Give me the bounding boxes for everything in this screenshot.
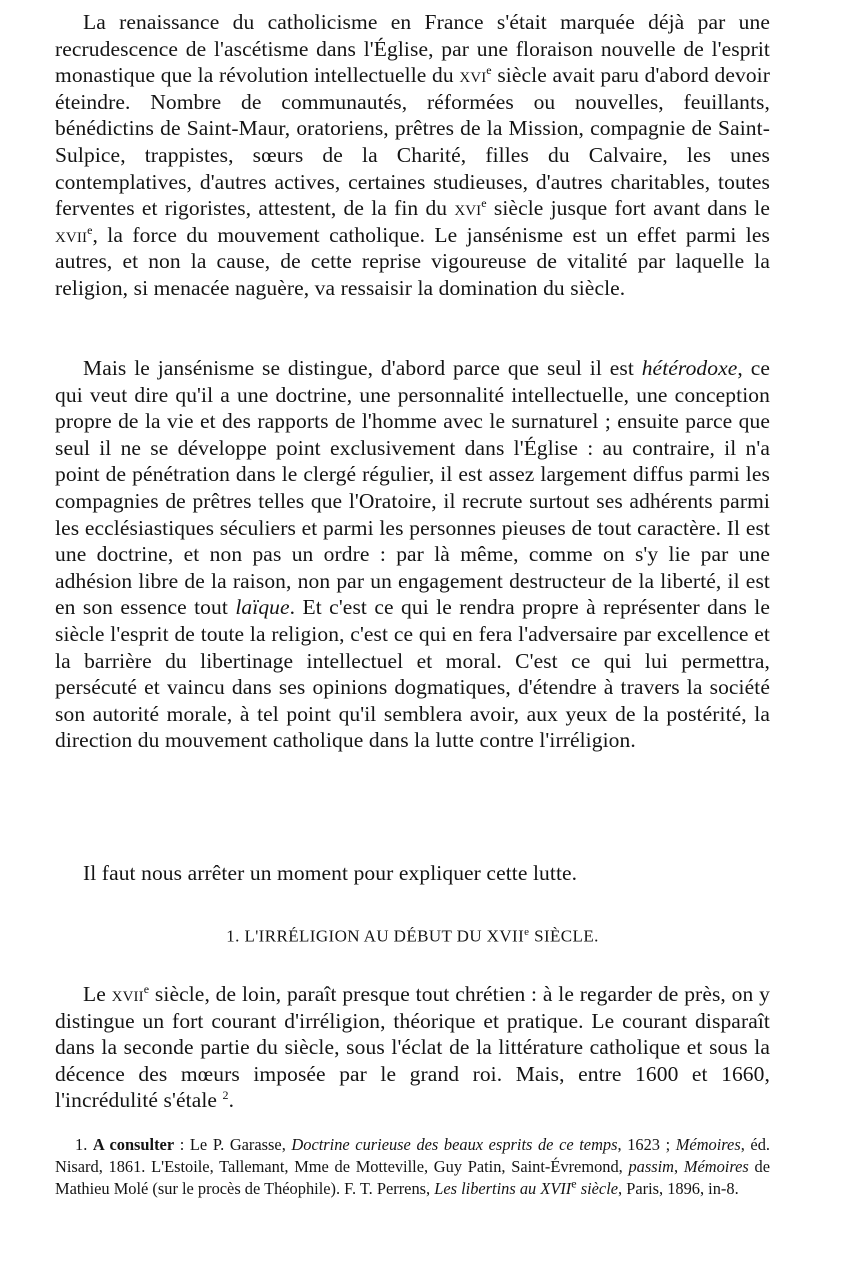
footnote-label: A consulter bbox=[92, 1135, 175, 1154]
p4-text-2: siècle, de loin, paraît presque tout chrétien : à le regarder de près, on y distingue un fort courant d'irréligion, théorique et pratique. Le courant disparaît dans la seconde partie du siècle, sous l'éclat de la littérature catholique et sous la décence des mœurs imposée par le grand roi. Mais, entre 1600 et 1660, l'incrédulité s'étale bbox=[55, 982, 770, 1113]
century-roman: xvi bbox=[454, 196, 482, 221]
p3-text: Il faut nous arrêter un moment pour expliquer cette lutte. bbox=[83, 861, 578, 885]
p2-italic-2: laïque bbox=[235, 595, 290, 620]
p1-text-2: siècle avait paru d'abord devoir éteindre. Nombre de communautés, réformées ou nouvelles, feuillants, bénédictins de Saint-Maur, oratoriens, prêtres de la Mission, compagnie de Saint-Sulpice, trappistes, sœurs de la Charité, filles du Calvaire, les unes contemplatives, d'autres actives, certaines studieuses, d'autres charitables, toutes ferventes et rigoristes, attestent, de la fin du bbox=[55, 63, 770, 221]
p1-text-1: La renaissance du catholicisme en France s'était marquée déjà par une recrudescence de l'ascétisme dans l'Église, par une floraison nouvelle de l'esprit monastique que la révolution intellectuelle du bbox=[55, 10, 770, 88]
p2-italic-1: hétérodoxe bbox=[641, 356, 738, 380]
footnotes bbox=[55, 1134, 770, 1200]
section-title-superscript: e bbox=[524, 926, 530, 938]
footnote-italic-2: Mémoires bbox=[675, 1135, 741, 1154]
footnote-italic-4: Mémoires bbox=[683, 1157, 749, 1176]
footnote-text-5: de Mathieu Molé (sur le procès de Théophile). F. T. Perrens, bbox=[55, 1157, 770, 1198]
century-superscript: e bbox=[486, 63, 492, 78]
footnote-text-2: , 1623 ; bbox=[617, 1135, 676, 1154]
century-superscript: e bbox=[143, 981, 150, 996]
p1-text-4: , la force du mouvement catholique. Le jansénisme est un effet parmi les autres, et non la cause, de cette reprise vigoureuse de vitalité par laquelle la religion, si menacée naguère, va ressaisir la domination du siècle. bbox=[55, 222, 770, 300]
paragraph-3 bbox=[55, 860, 770, 887]
footnote-italic-3: passim bbox=[628, 1157, 675, 1176]
footnote-reference: 2 bbox=[222, 1088, 229, 1103]
p4-text-1: Le bbox=[83, 982, 112, 1006]
century-roman: xvii bbox=[111, 982, 144, 1006]
footnote-italic-6: siècle bbox=[576, 1179, 619, 1198]
century-roman: xvii bbox=[55, 222, 88, 247]
century-roman: xvi bbox=[459, 63, 487, 88]
section-heading bbox=[55, 926, 770, 947]
paragraph-1 bbox=[55, 9, 770, 302]
century-superscript: e bbox=[87, 222, 93, 237]
footnote-italic-5: Les libertins au XVII bbox=[434, 1179, 572, 1198]
p1-text-3: siècle jusque fort avant dans le bbox=[486, 196, 770, 221]
century-superscript: e bbox=[481, 196, 487, 210]
section-title-1: L'IRRÉLIGION AU DÉBUT DU XVII bbox=[244, 926, 525, 946]
p2-text-2: , ce qui veut dire qu'il a une doctrine, une personnalité intellectuelle, une conception propre de la vie et des rapports de l'homme avec le surnaturel ; ensuite parce que seul il ne se développe point exclusivement dans l'Église : au contraire, il n'a point de pénétration dans le clergé régulier, il est assez largement diffus parmi les compagnies de prêtres telles que l'Oratoire, il recrute surtout ses adhérents parmi les ecclésiastiques séculiers et parmi les personnes pieuses de tout caractère. Il est une doctrine, et non pas un ordre : par là même, comme on s'y lie par une adhésion libre de la raison, non par un engagement destructeur de la liberté, il est en son essence tout bbox=[55, 356, 770, 620]
section-title-2: SIÈCLE. bbox=[534, 926, 599, 946]
footnote-superscript: e bbox=[571, 1176, 577, 1191]
footnote-text-4: , bbox=[674, 1157, 684, 1176]
footnote-text-1: : Le P. Garasse, bbox=[174, 1135, 292, 1154]
footnote-number: 1. bbox=[75, 1135, 88, 1154]
footnote-text-3: , éd. Nisard, 1861. L'Estoile, Tallemant, Mme de Motteville, Guy Patin, Saint-Évremond, bbox=[55, 1135, 771, 1176]
footnote-italic-1: Doctrine curieuse des beaux esprits de ce temps bbox=[291, 1135, 618, 1154]
footnote-text-6: , Paris, 1896, in-8. bbox=[618, 1179, 739, 1198]
p4-text-3: . bbox=[228, 1088, 235, 1113]
paragraph-4 bbox=[55, 981, 770, 1114]
paragraph-2 bbox=[55, 355, 770, 754]
p2-text-3: . Et c'est ce qui le rendra propre à représenter dans le siècle l'esprit de toute la religion, c'est ce qui en fera l'adversaire par excellence et la barrière du libertinage intellectuel et moral. C'est ce qui lui permettra, persécuté et vaincu dans ses opinions dogmatiques, d'étendre à travers la société son autorité morale, à tel point qu'il semblera avoir, aux yeux de la postérité, la direction du mouvement catholique dans la lutte contre l'irréligion. bbox=[55, 595, 771, 753]
p2-text-1: Mais le jansénisme se distingue, d'abord parce que seul il est bbox=[83, 356, 642, 380]
section-number: 1. bbox=[226, 926, 240, 946]
